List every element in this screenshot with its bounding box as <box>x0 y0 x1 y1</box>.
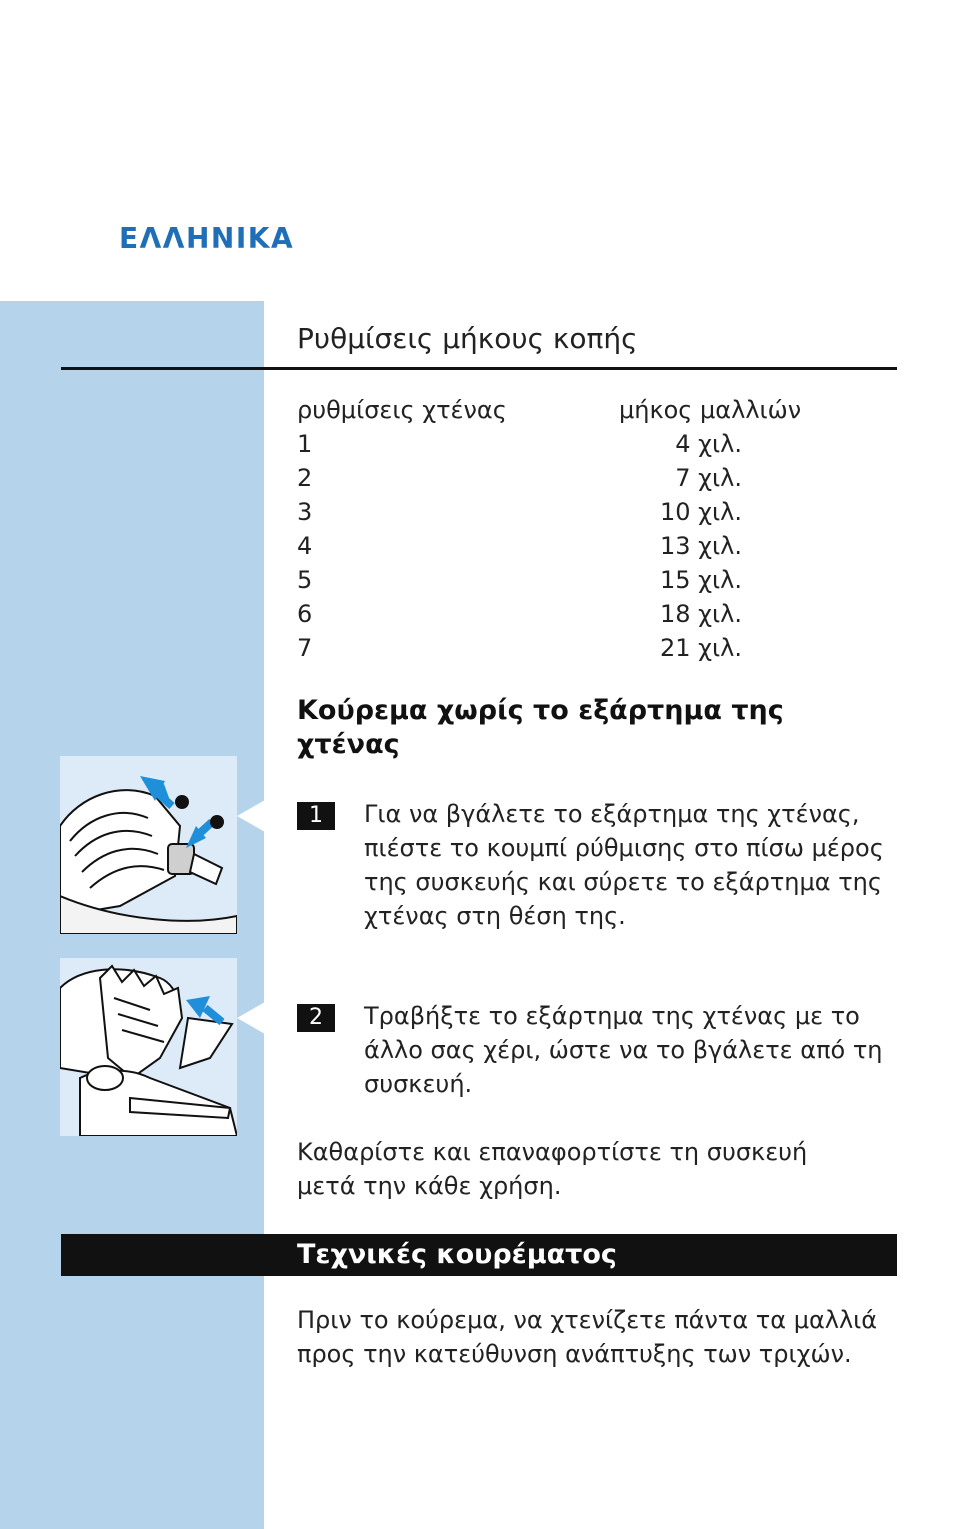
table-row <box>297 597 817 631</box>
length-value: 13 χιλ. <box>660 532 742 560</box>
table-row <box>297 495 817 529</box>
setting-value: 7 <box>297 634 313 662</box>
step-text: Για να βγάλετε το εξάρτημα της χτένας, πιέστε το κουμπί ρύθμισης στο πίσω μέρος της συσκευής και σύρετε το εξάρτημα της χτένας στη θέση της. <box>364 800 884 930</box>
language-title: ΕΛΛΗΝΙΚΑ <box>119 222 295 255</box>
length-value: 21 χιλ. <box>660 634 742 662</box>
setting-value: 4 <box>297 532 313 560</box>
section-divider <box>61 367 897 370</box>
table-row <box>297 631 817 665</box>
illustration-pull-comb <box>60 958 237 1136</box>
length-value: 7 χιλ. <box>675 464 742 492</box>
setting-value: 6 <box>297 600 313 628</box>
length-value: 15 χιλ. <box>660 566 742 594</box>
techniques-text: Πριν το κούρεμα, να χτενίζετε πάντα τα μαλλιά προς την κατεύθυνση ανάπτυξης των τριχών. <box>297 1306 878 1368</box>
setting-value: 2 <box>297 464 313 492</box>
techniques-title: Τεχνικές κουρέματος <box>297 1239 617 1270</box>
step-text: Τραβήξτε το εξάρτημα της χτένας με το άλλο σας χέρι, ώστε να το βγάλετε από τη συσκευή. <box>364 1002 883 1098</box>
length-value: 18 χιλ. <box>660 600 742 628</box>
step-number-badge: 2 <box>297 1004 335 1032</box>
header-comb-setting: ρυθμίσεις χτένας <box>297 396 507 424</box>
callout-pointer <box>237 800 265 832</box>
header-hair-length: μήκος μαλλιών <box>619 396 802 424</box>
callout-pointer <box>237 1002 265 1034</box>
table-row <box>297 461 817 495</box>
setting-value: 1 <box>297 430 313 458</box>
trimmer-comb-icon <box>60 756 237 934</box>
setting-value: 5 <box>297 566 313 594</box>
cleaning-note: Καθαρίστε και επαναφορτίστε τη συσκευή μετά την κάθε χρήση. <box>297 1138 808 1200</box>
table-row <box>297 529 817 563</box>
length-value: 10 χιλ. <box>660 498 742 526</box>
techniques-heading-bar <box>61 1234 897 1276</box>
table-row <box>297 563 817 597</box>
section-title: Ρυθμίσεις μήκους κοπής <box>297 322 638 355</box>
length-value: 4 χιλ. <box>675 430 742 458</box>
table-header <box>297 393 817 427</box>
setting-value: 3 <box>297 498 313 526</box>
subsection-title: Κούρεμα χωρίς το εξάρτημα της χτένας <box>297 695 784 760</box>
hand-pulling-comb-icon <box>60 958 237 1136</box>
illustration-release-comb <box>60 756 237 934</box>
table-row <box>297 427 817 461</box>
step-number-badge: 1 <box>297 802 335 830</box>
